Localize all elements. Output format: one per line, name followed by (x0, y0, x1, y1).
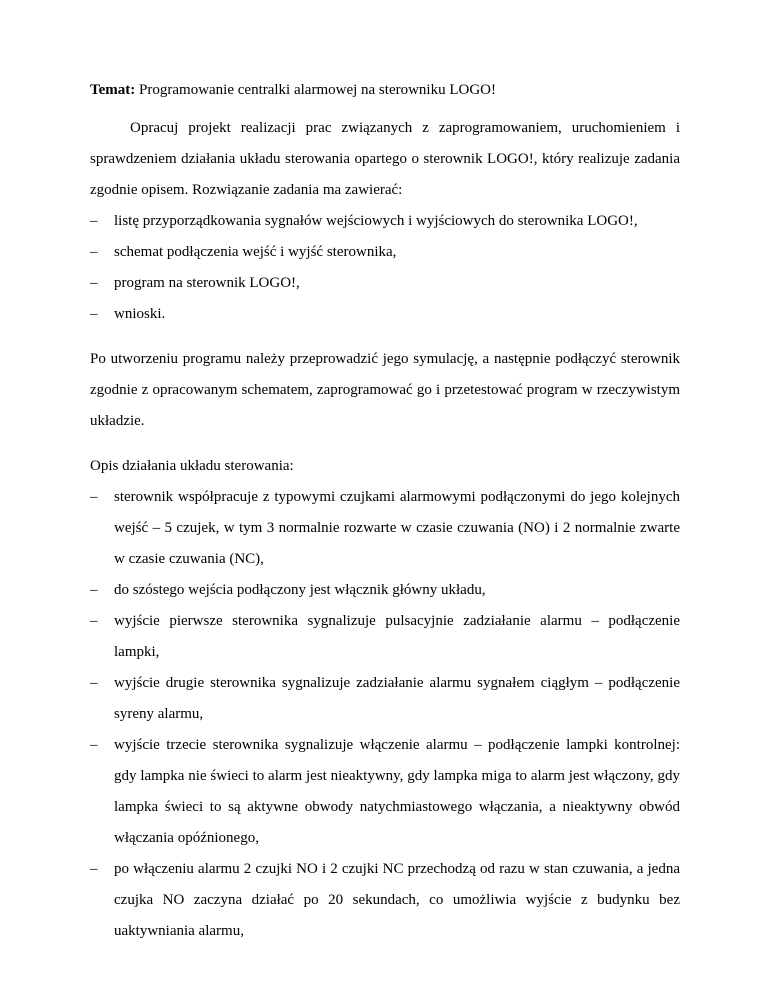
title-label: Temat: (90, 82, 136, 98)
document-title (90, 80, 680, 100)
list-item-text: listę przyporządkowania sygnałów wejściowych i wyjściowych do sterownika LOGO!, (114, 213, 638, 229)
requirements-list (90, 206, 680, 330)
dash-bullet: – (90, 582, 98, 598)
intro-paragraph: Opracuj projekt realizacji prac związanych z zaprogramowaniem, uruchomieniem i sprawdzeniem działania układu sterowania opartego o sterownik LOGO!, który realizuje zadania zgodnie opisem. Rozwiązanie zadania ma zawierać: (90, 120, 680, 198)
list-item (90, 668, 680, 730)
description-heading: Opis działania układu sterowania: (90, 458, 294, 474)
list-item (90, 606, 680, 668)
list-item (90, 268, 680, 299)
dash-bullet: – (90, 613, 98, 629)
dash-bullet: – (90, 244, 98, 260)
dash-bullet: – (90, 275, 98, 291)
list-item (90, 206, 680, 237)
list-item-text: wnioski. (114, 306, 166, 322)
list-item-text: do szóstego wejścia podłączony jest włącznik główny układu, (114, 582, 486, 598)
list-item (90, 299, 680, 330)
list-item-text: wyjście trzecie sterownika sygnalizuje włączenie alarmu – podłączenie lampki kontrolnej: gdy lampka nie świeci to alarm jest nieaktywny, gdy lampka miga to alarm jest włączony, gdy lampka świeci to są aktywne obwody natychmiastowego włączania, a nieaktywny obwód włączania opóźnionego, (114, 737, 680, 846)
list-item (90, 482, 680, 575)
dash-bullet: – (90, 861, 98, 877)
list-item (90, 730, 680, 854)
list-item-text: schemat podłączenia wejść i wyjść sterownika, (114, 244, 397, 260)
list-item (90, 575, 680, 606)
dash-bullet: – (90, 306, 98, 322)
dash-bullet: – (90, 213, 98, 229)
dash-bullet: – (90, 675, 98, 691)
list-item-text: sterownik współpracuje z typowymi czujkami alarmowymi podłączonymi do jego kolejnych wejść – 5 czujek, w tym 3 normalnie rozwarte w czasie czuwania (NO) i 2 normalnie zwarte w czasie czuwania (NC), (114, 489, 680, 567)
document-page (90, 80, 680, 947)
list-item-text: program na sterownik LOGO!, (114, 275, 300, 291)
list-item-text: wyjście drugie sterownika sygnalizuje zadziałanie alarmu sygnałem ciągłym – podłączenie syreny alarmu, (114, 675, 680, 722)
dash-bullet: – (90, 489, 98, 505)
list-item-text: po włączeniu alarmu 2 czujki NO i 2 czujki NC przechodzą od razu w stan czuwania, a jedna czujka NO zaczyna działać po 20 sekundach, co umożliwia wyjście z budynku bez uaktywniania alarmu, (114, 861, 680, 939)
simulation-paragraph: Po utworzeniu programu należy przeprowadzić jego symulację, a następnie podłączyć sterownik zgodnie z opracowanym schematem, zaprogramować go i przetestować program w rzeczywistym układzie. (90, 351, 680, 429)
description-list (90, 482, 680, 947)
title-text: Programowanie centralki alarmowej na sterowniku LOGO! (135, 82, 496, 98)
list-item-text: wyjście pierwsze sterownika sygnalizuje pulsacyjnie zadziałanie alarmu – podłączenie lampki, (114, 613, 680, 660)
list-item (90, 237, 680, 268)
list-item (90, 854, 680, 947)
dash-bullet: – (90, 737, 98, 753)
